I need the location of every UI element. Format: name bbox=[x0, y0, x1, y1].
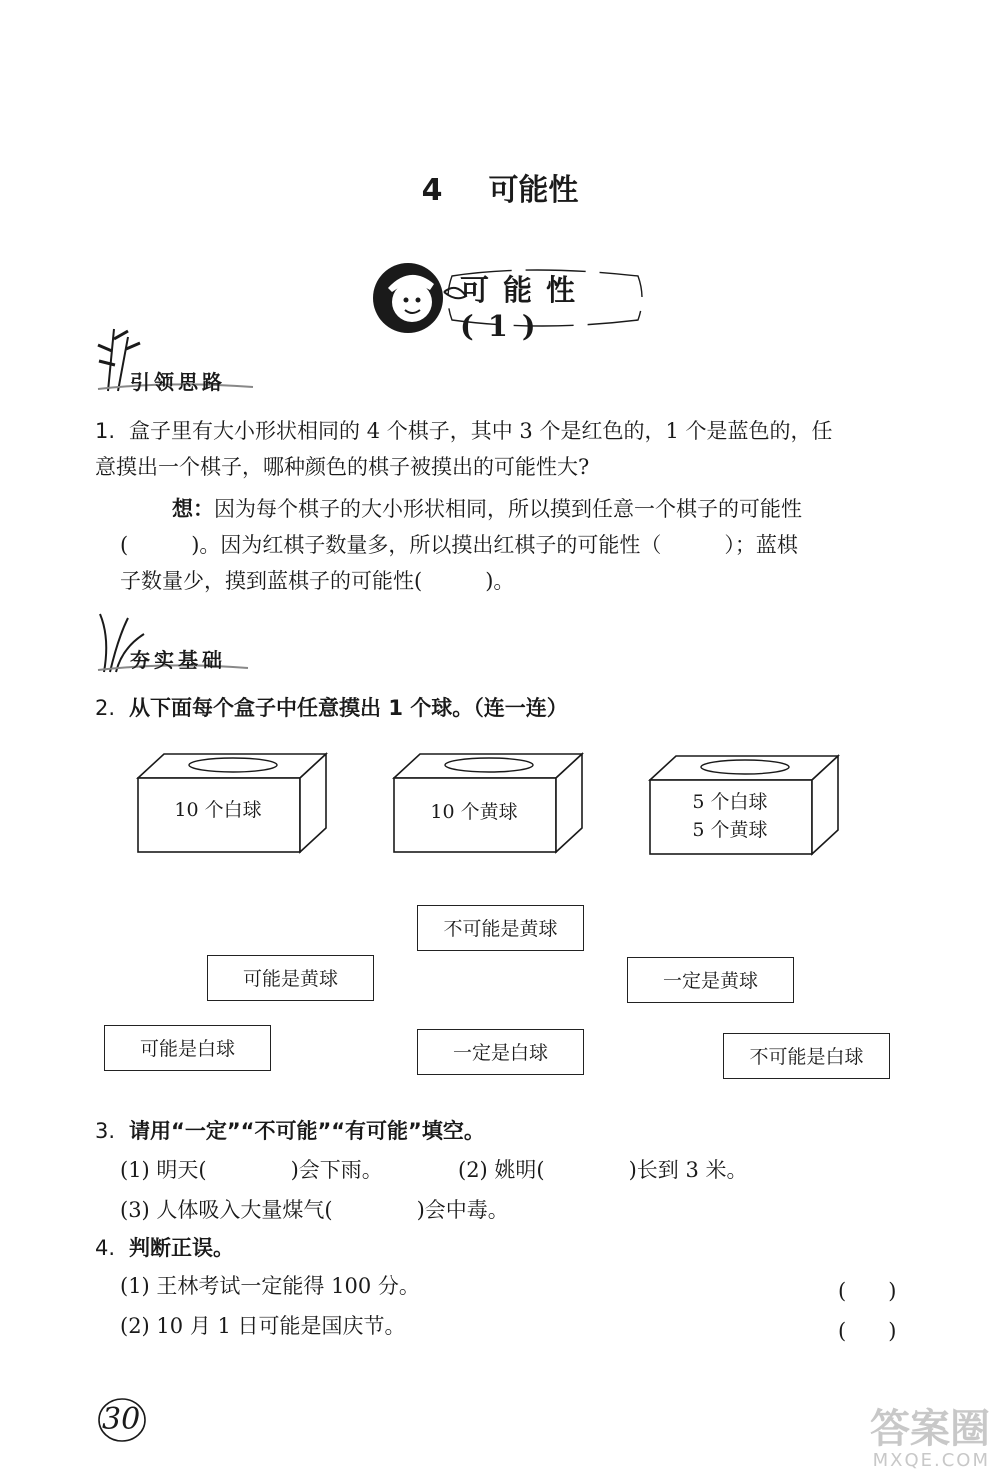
question-text: 请用“一定”“不可能”“有可能”填空。 bbox=[129, 1119, 485, 1143]
chapter-number: 4 bbox=[421, 173, 443, 208]
page-number: 30 bbox=[102, 1402, 141, 1437]
lesson-banner bbox=[370, 262, 650, 343]
watermark-url: MXQE.COM bbox=[872, 1450, 990, 1471]
question-1-hint bbox=[120, 491, 940, 599]
hint-text: 子数量少，摸到蓝棋子的可能性( )。 bbox=[120, 569, 515, 593]
question-3-item-3[interactable]: (3) 人体吸入大量煤气( )会中毒。 bbox=[120, 1198, 509, 1222]
section-basics-title: 夯实基础 bbox=[130, 648, 226, 672]
question-number: 3. bbox=[95, 1119, 116, 1143]
question-2 bbox=[95, 690, 568, 726]
question-text: 判断正误。 bbox=[129, 1236, 235, 1260]
hint-label: 想： bbox=[172, 497, 214, 521]
ball-box-2-label: 10 个黄球 bbox=[430, 801, 518, 823]
watermark-logo: 答案圈 bbox=[870, 1406, 990, 1452]
question-1 bbox=[95, 413, 935, 485]
section-guide-title: 引领思路 bbox=[130, 370, 226, 394]
question-4-item-1: (1) 王林考试一定能得 100 分。 bbox=[120, 1274, 420, 1298]
ball-box-1-label: 10 个白球 bbox=[174, 799, 262, 821]
hint-text: ( )。因为红棋子数量多，所以摸出红棋子的可能性（ ）；蓝棋 bbox=[120, 533, 798, 557]
question-number: 4. bbox=[95, 1236, 116, 1260]
question-text: 盒子里有大小形状相同的 4 个棋子，其中 3 个是红色的，1 个是蓝色的，任 bbox=[129, 419, 833, 443]
outcome-label[interactable]: 不可能是白球 bbox=[723, 1033, 890, 1079]
answer-parentheses[interactable]: ( ) bbox=[838, 1319, 897, 1343]
question-number: 1. bbox=[95, 419, 116, 443]
outcome-label[interactable]: 可能是黄球 bbox=[207, 955, 374, 1001]
outcome-label[interactable]: 一定是白球 bbox=[417, 1029, 584, 1075]
question-4-item-2: (2) 10 月 1 日可能是国庆节。 bbox=[120, 1314, 406, 1338]
question-number: 2. bbox=[95, 696, 116, 720]
chapter-title: 可能性 bbox=[488, 173, 579, 208]
question-3 bbox=[95, 1113, 485, 1149]
answer-parentheses[interactable]: ( ) bbox=[838, 1279, 897, 1303]
lesson-title: 可能性(1) bbox=[460, 273, 590, 343]
question-3-item-2[interactable]: (2) 姚明( )长到 3 米。 bbox=[458, 1158, 748, 1182]
outcome-label[interactable]: 可能是白球 bbox=[104, 1025, 271, 1071]
outcome-label[interactable]: 一定是黄球 bbox=[627, 957, 794, 1003]
question-text: 意摸出一个棋子，哪种颜色的棋子被摸出的可能性大? bbox=[95, 455, 590, 479]
question-3-item-1[interactable]: (1) 明天( )会下雨。 bbox=[120, 1158, 383, 1182]
chapter-heading bbox=[0, 165, 1000, 209]
question-4 bbox=[95, 1230, 234, 1266]
question-text: 从下面每个盒子中任意摸出 1 个球。（连一连） bbox=[129, 696, 568, 720]
outcome-label[interactable]: 不可能是黄球 bbox=[417, 905, 584, 951]
ball-box-3-label: 5 个白球 5 个黄球 bbox=[692, 791, 768, 841]
watermark bbox=[800, 1408, 990, 1471]
hint-text: 因为每个棋子的大小形状相同，所以摸到任意一个棋子的可能性 bbox=[214, 497, 802, 521]
